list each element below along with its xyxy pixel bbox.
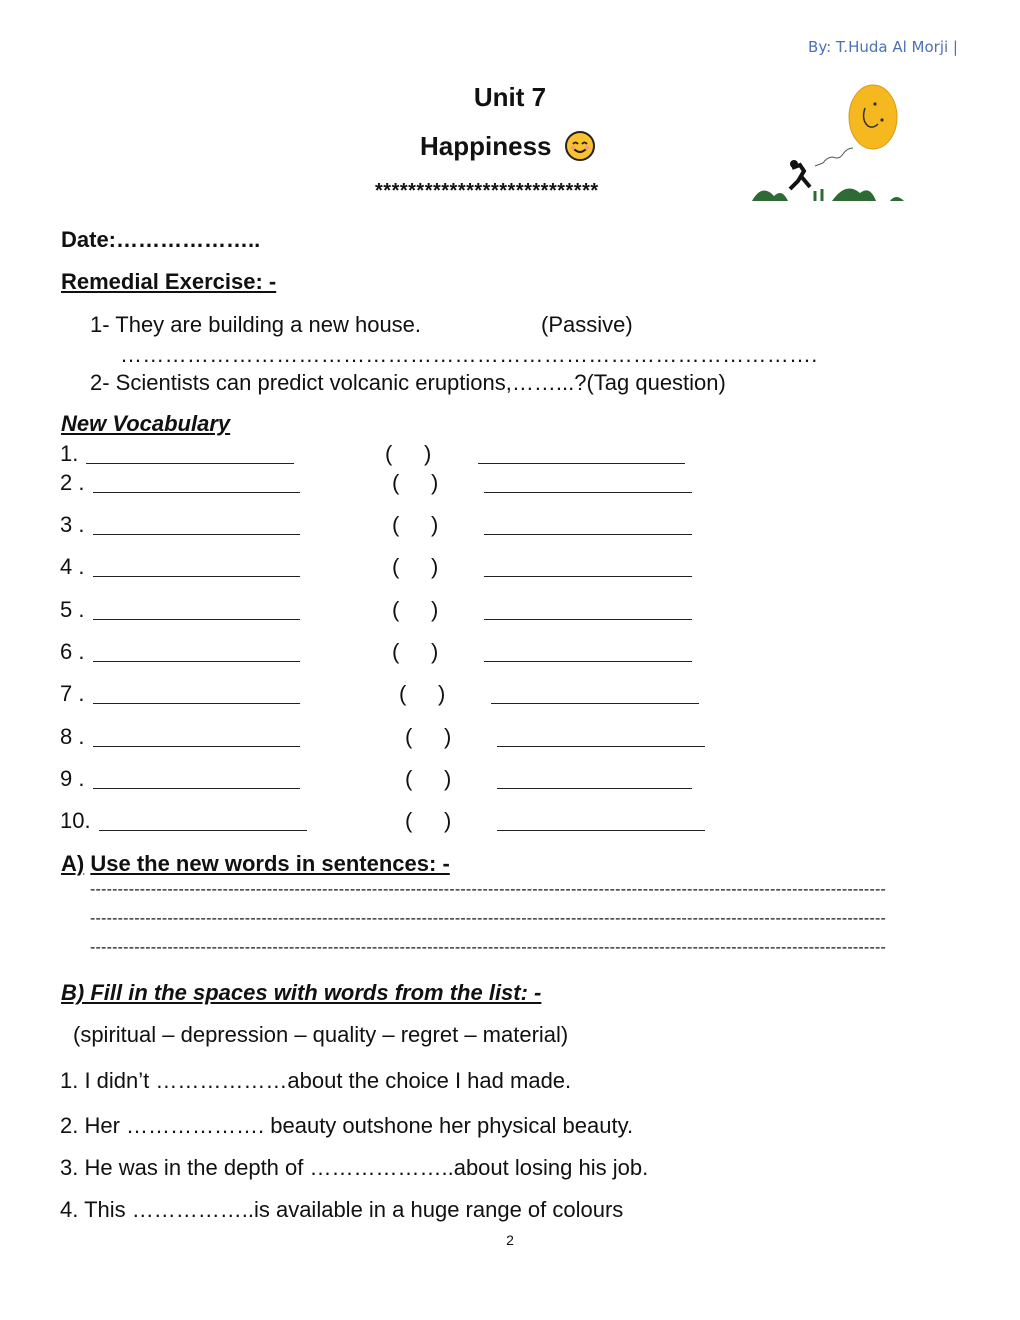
page-number: 2 — [506, 1232, 514, 1248]
vocab-meaning-blank[interactable] — [484, 492, 692, 493]
remedial-item-2: 2- Scientists can predict volcanic eruptions,……...?(Tag question) — [90, 370, 726, 395]
vocab-meaning-blank[interactable] — [491, 703, 699, 704]
vocab-word-blank[interactable] — [86, 463, 294, 464]
remedial-item-1: 1- They are building a new house. — [90, 312, 422, 337]
vocab-word-blank[interactable] — [99, 830, 307, 831]
remedial-answer-line: …………………………………………………………………………………. — [120, 342, 818, 367]
word-list: (spiritual – depression – quality – regret – material) — [73, 1022, 569, 1047]
vocab-word-blank[interactable] — [93, 619, 300, 620]
section-a-prefix: A) — [61, 851, 85, 876]
paren-open: ( — [399, 681, 407, 706]
section-a-heading — [61, 851, 450, 877]
paren-open: ( — [405, 808, 413, 833]
vocab-number: 2 . — [60, 470, 85, 495]
vocab-heading: New Vocabulary — [61, 411, 231, 436]
paren-open: ( — [405, 766, 413, 791]
vocab-number: 3 . — [60, 512, 85, 537]
paren-close: ) — [431, 597, 439, 622]
paren-open: ( — [392, 597, 400, 622]
balloon-illustration — [750, 80, 910, 210]
page-title: Happiness — [420, 131, 552, 161]
paren-close: ) — [431, 512, 439, 537]
paren-close: ) — [438, 681, 446, 706]
vocab-meaning-blank[interactable] — [484, 661, 692, 662]
vocab-number: 8 . — [60, 724, 85, 749]
paren-close: ) — [431, 639, 439, 664]
divider-stars: *************************** — [375, 180, 599, 202]
sentence-line-3: ------------------------------------------------------------------------------------------------------------------------------------------------ — [90, 939, 887, 956]
paren-close: ) — [424, 441, 432, 466]
vocab-meaning-blank[interactable] — [497, 830, 705, 831]
vocab-number: 6 . — [60, 639, 85, 664]
section-b-heading: B) Fill in the spaces with words from the list: - — [61, 980, 542, 1005]
vocab-number: 7 . — [60, 681, 85, 706]
sentence-line-2: ------------------------------------------------------------------------------------------------------------------------------------------------ — [90, 910, 887, 927]
vocab-meaning-blank[interactable] — [497, 788, 692, 789]
paren-open: ( — [392, 512, 400, 537]
vocab-word-blank[interactable] — [93, 534, 300, 535]
author-credit: By: T.Huda Al Morji | — [808, 38, 958, 56]
fill-item-4: 4. This ……………..is available in a huge range of colours — [60, 1197, 624, 1222]
vocab-number: 10. — [60, 808, 91, 833]
paren-open: ( — [392, 470, 400, 495]
sentence-line-1: ------------------------------------------------------------------------------------------------------------------------------------------------ — [90, 881, 887, 898]
paren-close: ) — [444, 808, 452, 833]
vocab-number: 5 . — [60, 597, 85, 622]
vocab-word-blank[interactable] — [93, 703, 300, 704]
section-a-title: Use the new words in sentences: - — [90, 851, 450, 876]
paren-open: ( — [385, 441, 393, 466]
vocab-word-blank[interactable] — [93, 576, 300, 577]
remedial-item-1-note: (Passive) — [541, 312, 633, 337]
paren-close: ) — [431, 554, 439, 579]
vocab-word-blank[interactable] — [93, 661, 300, 662]
vocab-number: 1. — [60, 441, 79, 466]
unit-title: Unit 7 — [473, 82, 547, 112]
vocab-number: 4 . — [60, 554, 85, 579]
paren-close: ) — [444, 766, 452, 791]
vocab-word-blank[interactable] — [93, 746, 300, 747]
date-label: Date:……………….. — [61, 227, 261, 252]
vocab-word-blank[interactable] — [93, 492, 300, 493]
remedial-heading: Remedial Exercise: - — [61, 269, 277, 294]
vocab-number: 9 . — [60, 766, 85, 791]
fill-item-1: 1. I didn’t ………………about the choice I had made. — [60, 1068, 572, 1093]
paren-open: ( — [405, 724, 413, 749]
vocab-meaning-blank[interactable] — [484, 619, 692, 620]
smiling-face-icon — [565, 131, 595, 161]
vocab-meaning-blank[interactable] — [484, 576, 692, 577]
paren-open: ( — [392, 554, 400, 579]
fill-item-2: 2. Her ………………. beauty outshone her physical beauty. — [60, 1113, 634, 1138]
vocab-word-blank[interactable] — [93, 788, 300, 789]
paren-close: ) — [444, 724, 452, 749]
vocab-meaning-blank[interactable] — [484, 534, 692, 535]
vocab-meaning-blank[interactable] — [478, 463, 685, 464]
paren-close: ) — [431, 470, 439, 495]
fill-item-3: 3. He was in the depth of ………………..about losing his job. — [60, 1155, 649, 1180]
vocab-meaning-blank[interactable] — [497, 746, 705, 747]
paren-open: ( — [392, 639, 400, 664]
